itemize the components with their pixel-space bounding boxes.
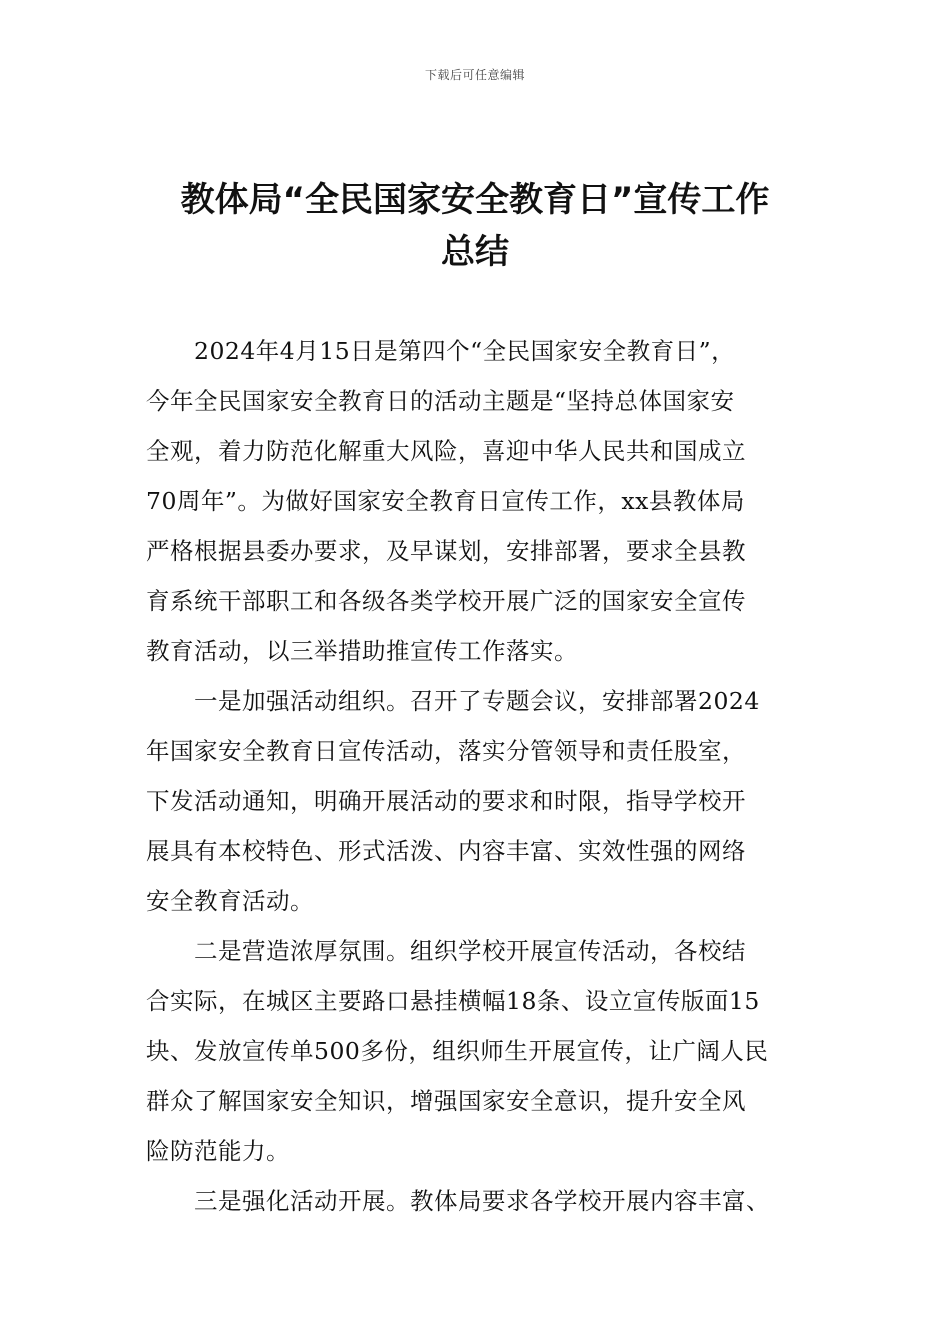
paragraph-2-line: 一是加强活动组织。召开了专题会议，安排部署2024 bbox=[194, 687, 760, 715]
document-title bbox=[120, 174, 830, 278]
paragraph-4-line: 三是强化活动开展。教体局要求各学校开展内容丰富、 bbox=[194, 1187, 770, 1215]
paragraph-1-line: 2024年4月15日是第四个“全民国家安全教育日”， bbox=[194, 337, 736, 365]
header-note: 下载后可任意编辑 bbox=[424, 68, 525, 82]
document-title-line-2: 总结 bbox=[441, 232, 509, 272]
document-title-line-1: 教体局“全民国家安全教育日”宣传工作 bbox=[180, 180, 770, 220]
paragraph-1-line: 今年全民国家安全教育日的活动主题是“坚持总体国家安 bbox=[146, 387, 735, 415]
paragraph-2-line: 安全教育活动。 bbox=[146, 887, 314, 915]
paragraph-3-line: 险防范能力。 bbox=[146, 1137, 290, 1165]
document-body bbox=[146, 326, 818, 1226]
paragraph-1-line: 全观，着力防范化解重大风险，喜迎中华人民共和国成立 bbox=[146, 437, 746, 465]
paragraph-3-line: 合实际，在城区主要路口悬挂横幅18条、设立宣传版面15 bbox=[146, 987, 760, 1015]
paragraph-1-line: 教育活动，以三举措助推宣传工作落实。 bbox=[146, 637, 578, 665]
paragraph-2-line: 年国家安全教育日宣传活动，落实分管领导和责任股室， bbox=[146, 737, 746, 765]
paragraph-2-line: 下发活动通知，明确开展活动的要求和时限，指导学校开 bbox=[146, 787, 746, 815]
paragraph-3-line: 块、发放宣传单500多份，组织师生开展宣传，让广阔人民 bbox=[146, 1037, 769, 1065]
paragraph-1-line: 育系统干部职工和各级各类学校开展广泛的国家安全宣传 bbox=[146, 587, 746, 615]
paragraph-1-line: 70周年”。为做好国家安全教育日宣传工作，xx县教体局 bbox=[146, 487, 745, 515]
paragraph-3-line: 群众了解国家安全知识，增强国家安全意识，提升安全风 bbox=[146, 1087, 746, 1115]
paragraph-1-line: 严格根据县委办要求，及早谋划，安排部署，要求全县教 bbox=[146, 537, 746, 565]
paragraph-2-line: 展具有本校特色、形式活泼、内容丰富、实效性强的网络 bbox=[146, 837, 746, 865]
paragraph-3-line: 二是营造浓厚氛围。组织学校开展宣传活动，各校结 bbox=[194, 937, 746, 965]
